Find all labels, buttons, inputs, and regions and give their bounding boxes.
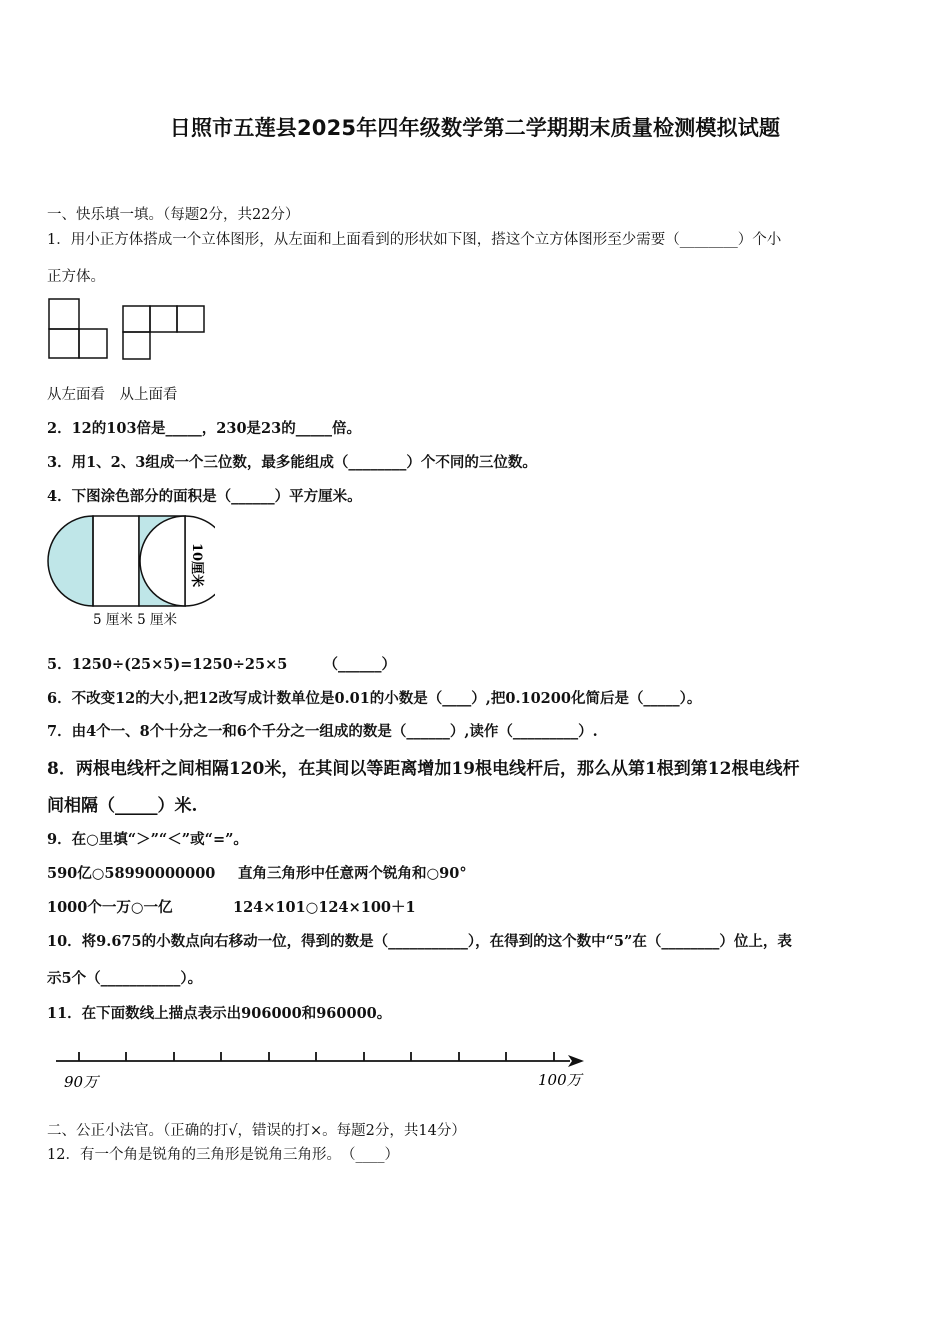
question-1-caption: 从左面看 从上面看 <box>47 387 178 403</box>
question-12: 12．有一个角是锐角的三角形是锐角三角形。 （____） <box>47 1147 399 1163</box>
section1-heading: 一、快乐填一填。（每题2分，共22分） <box>47 207 300 223</box>
number-line <box>50 1040 595 1096</box>
question-3: 3．用1、2、3组成一个三位数，最多能组成（________）个不同的三位数。 <box>47 454 537 471</box>
question-4: 4．下图涂色部分的面积是（______）平方厘米。 <box>47 488 362 505</box>
top-view-square <box>150 306 177 332</box>
question-6: 6．不改变12的大小,把12改写成计数单位是0.01的小数是（____）,把0.10200化简后是（_____）。 <box>47 690 702 707</box>
top-view-square <box>177 306 204 332</box>
top-view-square <box>123 306 150 332</box>
side-label: 10厘米 <box>189 543 204 588</box>
left-view-square <box>49 299 79 329</box>
question-7: 7．由4个一、8个十分之一和6个千分之一组成的数是（______）,读作（_________）. <box>47 723 598 740</box>
rectangle-left <box>93 516 139 606</box>
question-9-b: 直角三角形中任意两个锐角和○90° <box>238 865 467 882</box>
question-8-line2: 间相隔（_____）米. <box>47 796 198 816</box>
question-1-line1: 1．用小正方体搭成一个立体图形，从左面和上面看到的形状如下图，搭这个立方体图形至少需要（________）个小 <box>47 232 782 248</box>
left-view-square <box>49 329 79 358</box>
question-9: 9．在○里填“＞”“＜”或“=”。 <box>47 831 248 848</box>
left-view-square <box>79 329 107 358</box>
question-10-line2: 示5个（___________）。 <box>47 970 203 987</box>
question-1-line2: 正方体。 <box>47 269 105 285</box>
left-shaded-semicircle <box>48 516 93 606</box>
page-title: 日照市五莲县2025年四年级数学第二学期期末质量检测模拟试题 <box>169 116 781 140</box>
left-view-figure <box>47 297 109 361</box>
question-5: 5．1250÷(25×5)=1250÷25×5 （______） <box>47 656 397 673</box>
bottom-label: 5 厘米 5 厘米 <box>93 612 178 628</box>
question-9-d: 124×101○124×100＋1 <box>233 899 416 916</box>
end-label: 100万 <box>538 1071 582 1089</box>
question-2: 2．12的103倍是_____，230是23的_____倍。 <box>47 420 361 437</box>
top-view-figure <box>121 304 207 361</box>
start-label: 90万 <box>64 1073 99 1091</box>
number-line-arrow <box>568 1055 584 1067</box>
question-8-line1: 8．两根电线杆之间相隔120米，在其间以等距离增加19根电线杆后，那么从第1根到第12根电线杆 <box>47 759 800 779</box>
question-9-c: 1000个一万○一亿 <box>47 899 173 916</box>
question-11: 11．在下面数线上描点表示出906000和960000。 <box>47 1005 392 1022</box>
question-10-line1: 10．将9.675的小数点向右移动一位，得到的数是（___________），在得到的这个数中“5”在（________）位上，表 <box>47 933 792 950</box>
shaded-area-figure <box>45 513 215 631</box>
top-view-square <box>123 332 150 359</box>
question-9-a: 590亿○58990000000 <box>47 865 216 882</box>
section2-heading: 二、公正小法官。（正确的打√，错误的打×。每题2分，共14分） <box>47 1123 466 1139</box>
